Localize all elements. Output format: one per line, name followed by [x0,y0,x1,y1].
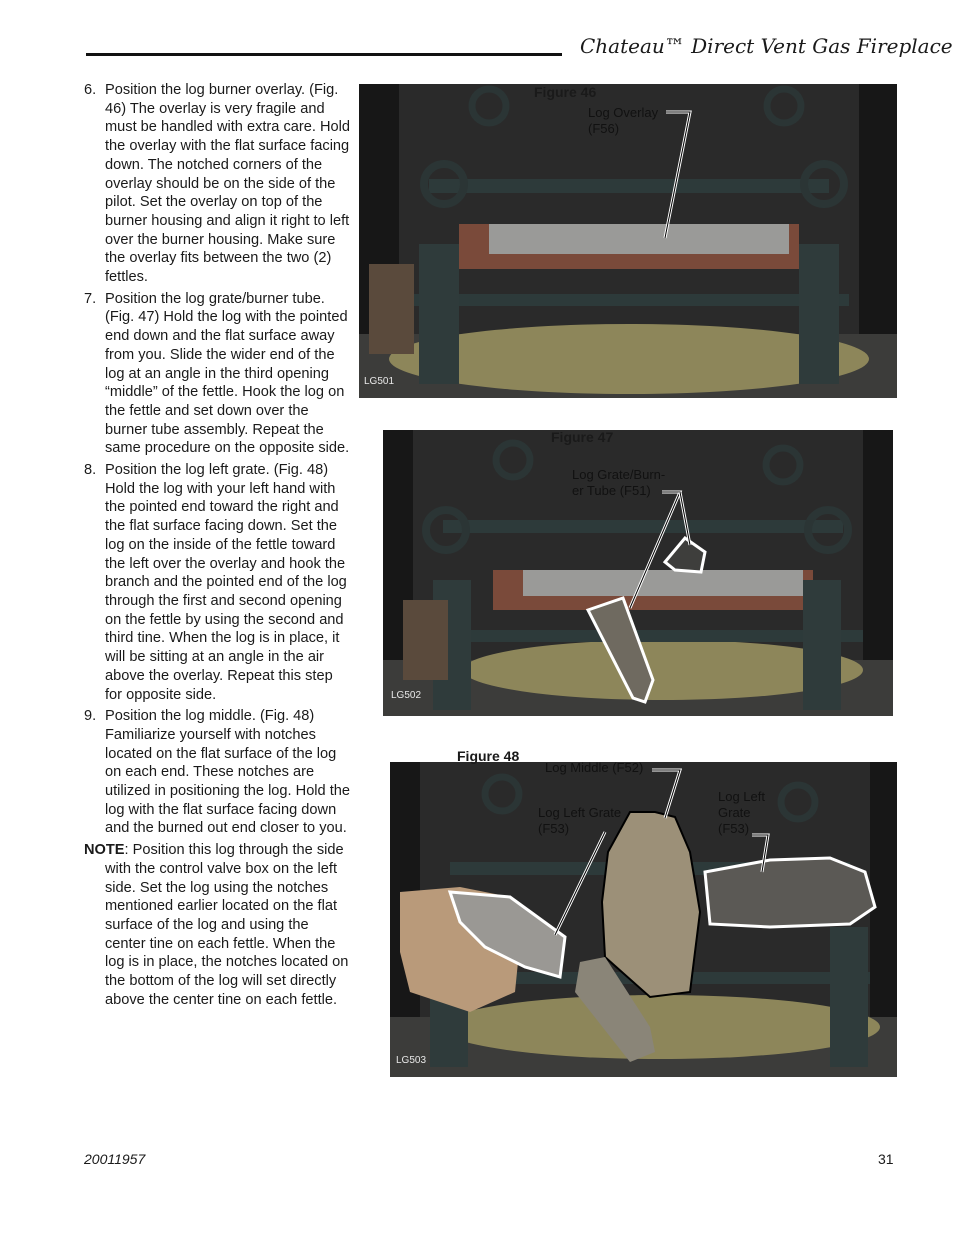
page-title: Chateau™ Direct Vent Gas Fireplace [580,34,953,58]
document-number: 20011957 [84,1151,146,1167]
callout-log-overlay: Log Overlay (F56) [588,105,659,136]
callout-log-left-grate-left: Log Left Grate (F53) [538,805,622,836]
figure-47-label: Figure 47 [551,429,614,445]
callout-log-left-grate-right: Log Left Grate (F53) [718,789,765,836]
figure-46-label: Figure 46 [534,84,597,100]
note: NOTE: Position this log through the side with the control valve box on the left side. Set the log using the notches mentioned earlier located on the flat surface of the log and using the center tine on each fettle. When the log is in place, the notches located on the bottom of the log will set directly above the center tine on each fettle. [84,842,349,1008]
figure-48-label: Figure 48 [457,748,520,764]
step-7: 7. Position the log grate/burner tube. (Fig. 47) Hold the log with the pointed end down and the flat surface away from you. Slide the wider end of the log at an angle in the third opening “middle” of the fettle. Hook the log on the fettle and set down over the burner tube assembly. Repeat the same procedure on the opposite side. [84,290,350,457]
callout-log-middle: Log Middle (F52) [545,760,644,775]
photo-code: LG501 [364,376,395,387]
step-8: 8. Position the log left grate. (Fig. 48) Hold the log with your left hand with the pointed end toward the right and the flat surface facing down. Set the log on the inside of the fettle toward the left over the overlay and hook the branch and the pointed end of the log through the first and second opening on the fettle by using the second and third tine. When the log is in place, it will be sitting at an angle in the air above the overlay. Repeat this step for opposite side. [84,462,347,703]
step-9: 9. Position the log middle. (Fig. 48) Familiarize yourself with notches located on the flat surface of the log on each end. These notches are utilized in positioning the log. Hold the log with the flat surface facing down and the burned out end closer to you. [84,708,351,837]
page-number: 31 [878,1151,894,1167]
callout-log-grate-burner-tube: Log Grate/Burn- er Tube (F51) [572,467,666,498]
step-6: 6. Position the log burner overlay. (Fig. 46) The overlay is very fragile and must be handled with extra care. Hold the overlay with the flat surface facing down. The notched corners of the overlay should be on the side of the pilot. Set the overlay on top of the burner housing and align it right to left over the burner housing. Make sure the overlay fits between the two (2) fettles. [84,82,350,286]
photo-code: LG503 [396,1055,427,1066]
photo-code: LG502 [391,690,422,701]
